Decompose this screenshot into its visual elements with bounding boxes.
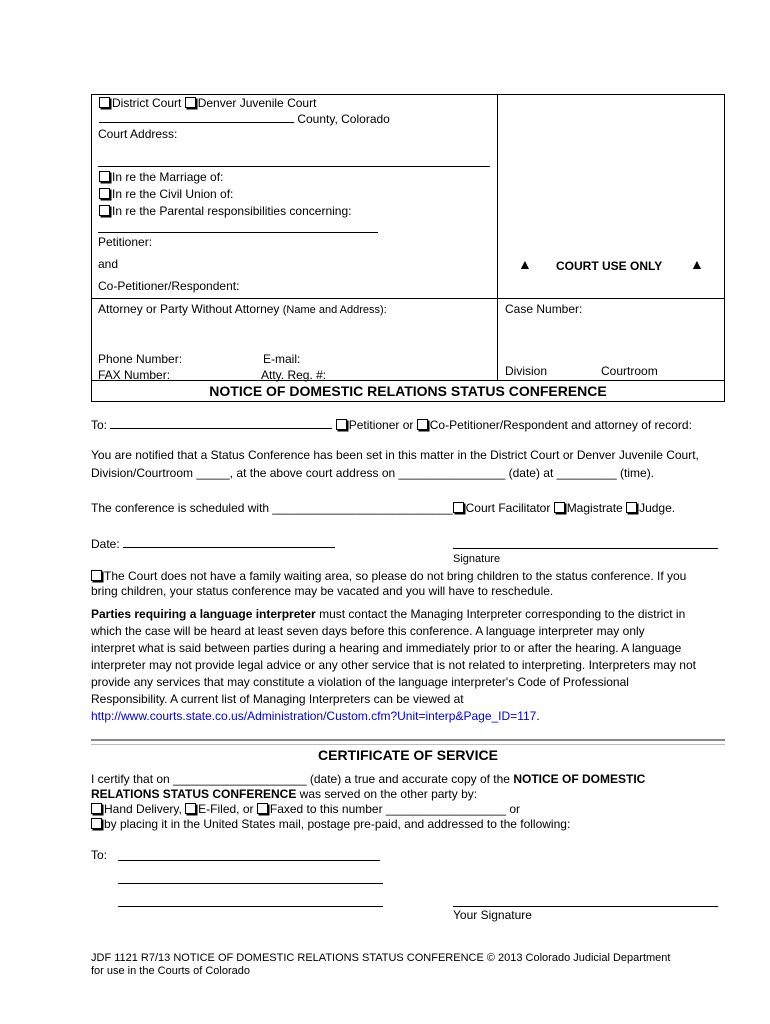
judge-label: Judge. bbox=[639, 501, 676, 515]
in-re-marriage-label: In re the Marriage of: bbox=[112, 170, 224, 184]
to-label: To: bbox=[91, 418, 108, 432]
certify-line-1: I certify that on ____________________ (date) a true and accurate copy of the bbox=[91, 772, 510, 786]
in-re-marriage-checkbox[interactable] bbox=[99, 171, 110, 182]
cert-to-label: To: bbox=[91, 848, 108, 862]
your-signature-line[interactable] bbox=[453, 906, 718, 907]
no-waiting-notice bbox=[91, 569, 731, 599]
in-re-marriage-row bbox=[99, 170, 223, 184]
interpreter-line-5: provide any services that may constitute a violation of the language interpreter's Code of Professional bbox=[91, 675, 629, 689]
faxed-checkbox[interactable] bbox=[257, 803, 268, 814]
period: . bbox=[536, 709, 540, 723]
case-number-label: Case Number: bbox=[505, 302, 583, 316]
magistrate-label: Magistrate bbox=[566, 501, 623, 515]
hand-delivery-label: Hand Delivery, bbox=[104, 802, 182, 816]
and-label: and bbox=[98, 257, 119, 271]
petitioner-label: Petitioner: bbox=[98, 235, 153, 249]
email-label: E-mail: bbox=[263, 352, 301, 366]
in-re-civil-union-label: In re the Civil Union of: bbox=[112, 187, 234, 201]
certify-line-2-bold: RELATIONS STATUS CONFERENCE bbox=[91, 787, 297, 801]
e-filed-label: E-Filed, or bbox=[198, 802, 254, 816]
hand-delivery-checkbox[interactable] bbox=[91, 803, 102, 814]
address-line-3[interactable] bbox=[118, 906, 383, 907]
petitioner-or-label: Petitioner or bbox=[348, 418, 414, 432]
to-blank[interactable] bbox=[110, 428, 332, 429]
interpreter-line-4: interpreter may not provide legal advice or any other service that is not related to interpreting. Interpreters may not bbox=[91, 658, 696, 672]
in-re-parental-checkbox[interactable] bbox=[99, 205, 110, 216]
interpreter-link[interactable]: http://www.courts.state.co.us/Administration/Custom.cfm?Unit=interp&Page_ID=117 bbox=[91, 709, 537, 723]
district-court-checkbox[interactable] bbox=[99, 97, 110, 108]
interpreter-paragraph bbox=[91, 606, 731, 725]
court-facilitator-label: Court Facilitator bbox=[465, 501, 551, 515]
address-line-2[interactable] bbox=[118, 883, 383, 884]
signature-line[interactable] bbox=[453, 548, 718, 549]
co-petitioner-checkbox[interactable] bbox=[417, 419, 428, 430]
magistrate-checkbox[interactable] bbox=[554, 502, 565, 513]
petitioner-checkbox[interactable] bbox=[336, 419, 347, 430]
county-label: County, Colorado bbox=[297, 112, 390, 126]
up-triangle-icon: ▲ bbox=[690, 256, 704, 272]
faxed-label: Faxed to this number __________________ or bbox=[269, 802, 521, 816]
court-address-label: Court Address: bbox=[98, 127, 178, 141]
address-line-1[interactable] bbox=[118, 860, 380, 861]
fax-label: FAX Number: bbox=[98, 368, 171, 382]
up-triangle-icon: ▲ bbox=[518, 256, 532, 272]
in-re-parental-label: In re the Parental responsibilities concerning: bbox=[112, 204, 352, 218]
attorney-heading bbox=[98, 302, 387, 316]
certify-line-1-bold: NOTICE OF DOMESTIC bbox=[513, 772, 646, 786]
date-blank[interactable] bbox=[123, 547, 335, 548]
section-divider bbox=[91, 739, 725, 745]
court-use-only-label: COURT USE ONLY bbox=[556, 259, 663, 273]
cert-to-row bbox=[91, 848, 107, 862]
interpreter-bold: Parties requiring a language interpreter bbox=[91, 607, 316, 621]
district-court-label: District Court bbox=[112, 96, 182, 110]
county-blank[interactable] bbox=[99, 122, 294, 123]
party-name-blank[interactable] bbox=[98, 232, 378, 233]
e-filed-checkbox[interactable] bbox=[185, 803, 196, 814]
attorney-label: Attorney or Party Without Attorney bbox=[98, 302, 280, 316]
notified-line-1: You are notified that a Status Conference has been set in this matter in the District Court or Denver Juvenile Court, bbox=[91, 448, 699, 462]
division-label: Division bbox=[505, 364, 548, 378]
denver-juvenile-label: Denver Juvenile Court bbox=[197, 96, 317, 110]
in-re-parental-row bbox=[99, 204, 351, 218]
date-row bbox=[91, 537, 335, 551]
interpreter-line-1: must contact the Managing Interpreter corresponding to the district in bbox=[315, 607, 686, 621]
county-line bbox=[99, 112, 390, 126]
date-label: Date: bbox=[91, 537, 120, 551]
by-mail-label: by placing it in the United States mail, postage pre-paid, and addressed to the following: bbox=[104, 817, 571, 831]
footer-line-2: for use in the Courts of Colorado bbox=[91, 965, 250, 977]
scheduled-row bbox=[91, 501, 675, 515]
phone-label: Phone Number: bbox=[98, 352, 183, 366]
footer-line-1: JDF 1121 R7/13 NOTICE OF DOMESTIC RELATIONS STATUS CONFERENCE © 2013 Colorado Judicial Department bbox=[91, 952, 671, 964]
notified-line-2: Division/Courtroom _____, at the above court address on ________________ (date) at _________ (time). bbox=[91, 466, 655, 480]
no-waiting-checkbox[interactable] bbox=[91, 570, 102, 581]
denver-juvenile-checkbox[interactable] bbox=[185, 97, 196, 108]
no-waiting-line-1: The Court does not have a family waiting area, so please do not bring children to the status conference. If you bbox=[104, 569, 687, 583]
attorney-sub-label: (Name and Address): bbox=[282, 304, 387, 316]
signature-label: Signature bbox=[453, 553, 501, 565]
certify-line-2: was served on the other party by: bbox=[296, 787, 478, 801]
interpreter-line-3: interpret what is said between parties during a hearing and immediately prior to or after the hearing. A language bbox=[91, 641, 682, 655]
interpreter-line-2: which the case will be heard at least seven days before this conference. A language interpreter may only bbox=[91, 624, 645, 638]
judge-checkbox[interactable] bbox=[626, 502, 637, 513]
certify-paragraph bbox=[91, 772, 751, 832]
to-row bbox=[91, 418, 692, 432]
caption-divider-attorney bbox=[91, 298, 725, 299]
by-mail-checkbox[interactable] bbox=[91, 818, 102, 829]
atty-reg-label: Atty. Reg. #: bbox=[261, 368, 327, 382]
courtroom-label: Courtroom bbox=[601, 364, 658, 378]
scheduled-with-label: The conference is scheduled with ___________________________ bbox=[91, 501, 453, 515]
caption-box bbox=[91, 94, 725, 381]
court-facilitator-checkbox[interactable] bbox=[453, 502, 464, 513]
interpreter-line-6: Responsibility. A current list of Managing Interpreters can be viewed at bbox=[91, 692, 464, 706]
co-petitioner-record-label: Co-Petitioner/Respondent and attorney of record: bbox=[429, 418, 692, 432]
court-address-rule bbox=[98, 166, 490, 167]
page-title: NOTICE OF DOMESTIC RELATIONS STATUS CONFERENCE bbox=[209, 383, 607, 399]
court-selection bbox=[99, 96, 316, 110]
co-petitioner-label: Co-Petitioner/Respondent: bbox=[98, 279, 240, 293]
footer bbox=[91, 952, 670, 978]
in-re-civil-union-checkbox[interactable] bbox=[99, 188, 110, 199]
in-re-civil-union-row bbox=[99, 187, 233, 201]
caption-divider-vertical bbox=[497, 94, 498, 381]
your-signature-label: Your Signature bbox=[453, 908, 532, 922]
no-waiting-line-2: bring children, your status conference may be vacated and you will have to reschedule. bbox=[91, 584, 554, 598]
certificate-heading: CERTIFICATE OF SERVICE bbox=[318, 747, 498, 763]
